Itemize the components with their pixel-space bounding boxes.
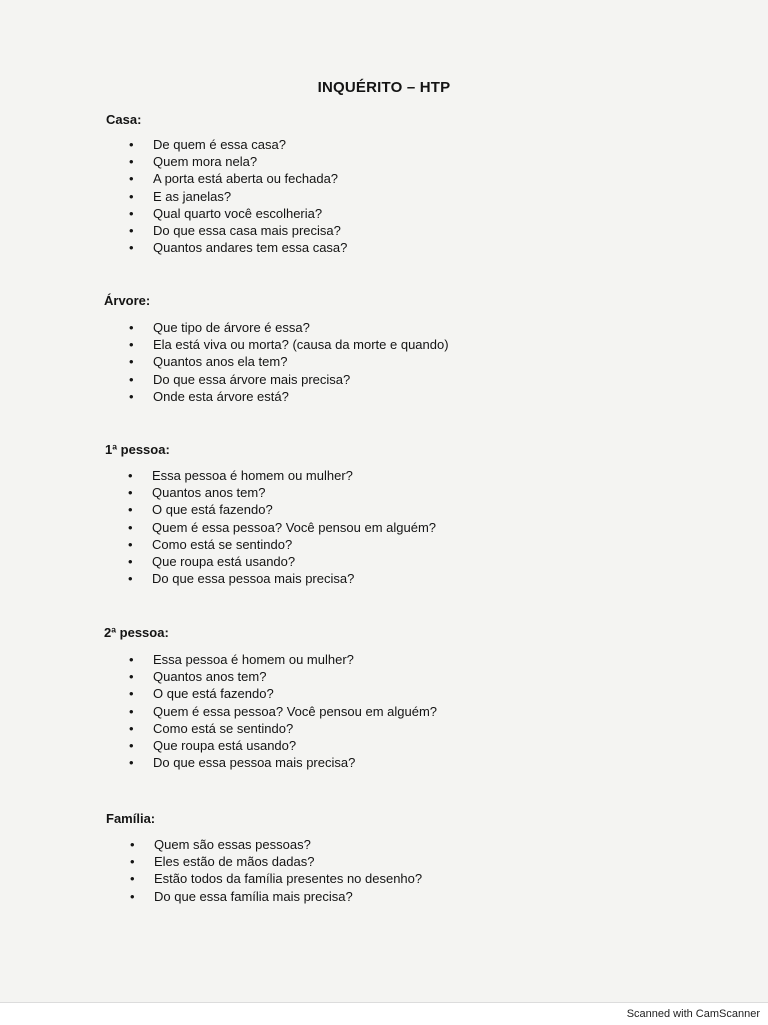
bullet-icon: •: [129, 720, 134, 736]
list-item: • Quem é essa pessoa? Você pensou em alguém?: [129, 703, 438, 719]
bullet-icon: •: [129, 354, 134, 370]
list-item: • Essa pessoa é homem ou mulher?: [129, 652, 354, 667]
bullet-icon: •: [128, 536, 133, 552]
bullet-icon: •: [129, 703, 134, 719]
list-item: • Estão todos da família presentes no desenho?: [130, 871, 423, 887]
list-item: • Quantos anos tem?: [129, 669, 267, 685]
bullet-icon: •: [130, 888, 135, 904]
bullet-icon: •: [129, 686, 134, 702]
list-item: • O que está fazendo?: [129, 686, 274, 702]
list-item: • De quem é essa casa?: [129, 137, 286, 152]
bullet-icon: •: [129, 171, 134, 187]
bullet-icon: •: [130, 837, 135, 852]
scanner-watermark-label: Scanned with CamScanner: [626, 1008, 760, 1020]
section-list-arvore: [129, 319, 449, 405]
bullet-icon: •: [129, 669, 134, 685]
list-item: • Que roupa está usando?: [129, 737, 297, 753]
list-item: • Que tipo de árvore é essa?: [129, 320, 310, 335]
list-item: • Essa pessoa é homem ou mulher?: [128, 468, 353, 483]
list-item: • Do que essa pessoa mais precisa?: [129, 755, 356, 771]
list-item: • Quem é essa pessoa? Você pensou em alguém?: [128, 519, 437, 535]
bullet-icon: •: [128, 502, 133, 518]
section-heading-pessoa-2: 2ª pessoa:: [104, 625, 169, 640]
bullet-icon: •: [129, 388, 134, 404]
bullet-icon: •: [129, 240, 134, 256]
list-item: • O que está fazendo?: [128, 502, 273, 518]
list-item: • Onde esta árvore está?: [129, 388, 289, 404]
section-list-familia: [130, 836, 422, 905]
section-heading-familia: Família:: [106, 811, 156, 826]
section-list-casa: [129, 136, 347, 256]
bullet-icon: •: [129, 154, 134, 170]
list-item: • A porta está aberta ou fechada?: [129, 171, 339, 187]
list-item: • Qual quarto você escolheria?: [129, 205, 323, 221]
bullet-icon: •: [129, 205, 134, 221]
list-item: • Quantos anos ela tem?: [129, 354, 288, 370]
section-heading-casa: Casa:: [106, 112, 142, 127]
bullet-icon: •: [129, 222, 134, 238]
section-heading-arvore: Árvore:: [104, 293, 151, 308]
list-item: • Eles estão de mãos dadas?: [130, 854, 315, 870]
list-item: • Quem são essas pessoas?: [130, 837, 311, 852]
bullet-icon: •: [130, 871, 135, 887]
bullet-icon: •: [129, 137, 134, 152]
list-item: • Quantos anos tem?: [128, 485, 266, 501]
bullet-icon: •: [129, 371, 134, 387]
bullet-icon: •: [128, 553, 133, 569]
bullet-icon: •: [129, 755, 134, 771]
list-item: • Do que essa pessoa mais precisa?: [128, 571, 355, 587]
scanner-footer: [0, 1002, 768, 1025]
bullet-icon: •: [129, 652, 134, 667]
list-item: • Do que essa casa mais precisa?: [129, 222, 341, 238]
section-list-pessoa-1: [128, 467, 436, 587]
section-heading-pessoa-1: 1ª pessoa:: [105, 442, 170, 457]
list-item: • Quem mora nela?: [129, 154, 258, 170]
list-item: • Quantos andares tem essa casa?: [129, 240, 348, 256]
section-list-pessoa-2: [129, 651, 437, 771]
list-item: • Como está se sentindo?: [128, 536, 293, 552]
bullet-icon: •: [129, 737, 134, 753]
list-item: • Do que essa árvore mais precisa?: [129, 371, 351, 387]
bullet-icon: •: [128, 468, 133, 483]
list-item: • E as janelas?: [129, 188, 232, 204]
document-title: INQUÉRITO – HTP: [317, 79, 451, 96]
list-item: • Ela está viva ou morta? (causa da morte e quando): [129, 337, 449, 353]
bullet-icon: •: [128, 519, 133, 535]
bullet-icon: •: [128, 485, 133, 501]
list-item: • Como está se sentindo?: [129, 720, 294, 736]
bullet-icon: •: [129, 337, 134, 353]
bullet-icon: •: [129, 320, 134, 335]
list-item: • Que roupa está usando?: [128, 553, 296, 569]
list-item: • Do que essa família mais precisa?: [130, 888, 353, 904]
bullet-icon: •: [129, 188, 134, 204]
bullet-icon: •: [130, 854, 135, 870]
bullet-icon: •: [128, 571, 133, 587]
